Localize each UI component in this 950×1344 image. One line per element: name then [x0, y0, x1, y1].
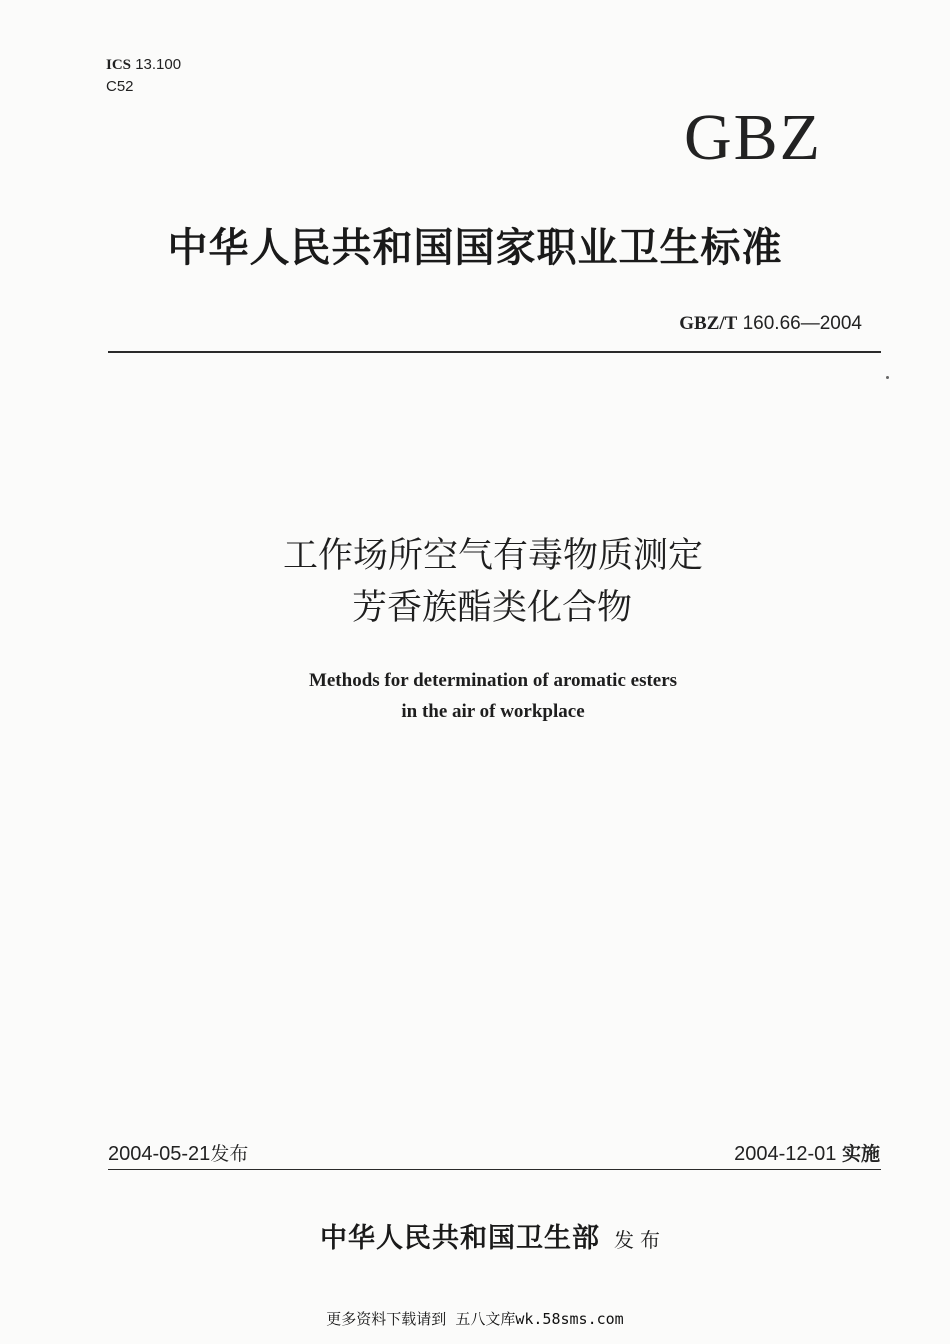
ccs-code: C52 — [106, 78, 134, 95]
bottom-divider — [108, 1169, 881, 1170]
document-title-cn-line2: 芳香族酯类化合物 — [351, 588, 632, 628]
implementation-date — [734, 1139, 880, 1166]
issuer-name: 中华人民共和国卫生部 — [320, 1223, 600, 1254]
scan-speck — [886, 376, 889, 379]
document-title-en-line1: Methods for determination of aromatic esters — [308, 670, 678, 691]
issuer — [0, 1216, 950, 1255]
ics-code — [106, 54, 181, 76]
gbz-logo: GBZ — [684, 101, 822, 174]
ics-label: ICS — [106, 57, 132, 73]
issue-date-value: 2004-05-21 — [108, 1143, 211, 1165]
standard-number-prefix: GBZ/T — [679, 313, 738, 334]
issue-date — [108, 1139, 248, 1166]
standard-number — [679, 313, 862, 335]
top-divider — [108, 351, 881, 353]
standard-title: 中华人民共和国国家职业卫生标准 — [167, 225, 783, 271]
ics-number: 13.100 — [135, 56, 182, 73]
document-title-en — [0, 665, 950, 727]
issuer-suffix: 发布 — [614, 1228, 666, 1252]
implementation-date-label: 实施 — [841, 1143, 880, 1165]
document-title-en-line2: in the air of workplace — [401, 701, 585, 722]
download-footer: 更多资料下载请到 五八文库wk.58sms.com — [326, 1310, 624, 1328]
issue-date-label: 发布 — [210, 1143, 249, 1165]
document-title-cn-line1: 工作场所空气有毒物质测定 — [282, 536, 703, 576]
standard-number-value: 160.66—2004 — [742, 313, 862, 334]
implementation-date-value: 2004-12-01 — [734, 1143, 837, 1165]
classification-codes — [106, 54, 181, 97]
